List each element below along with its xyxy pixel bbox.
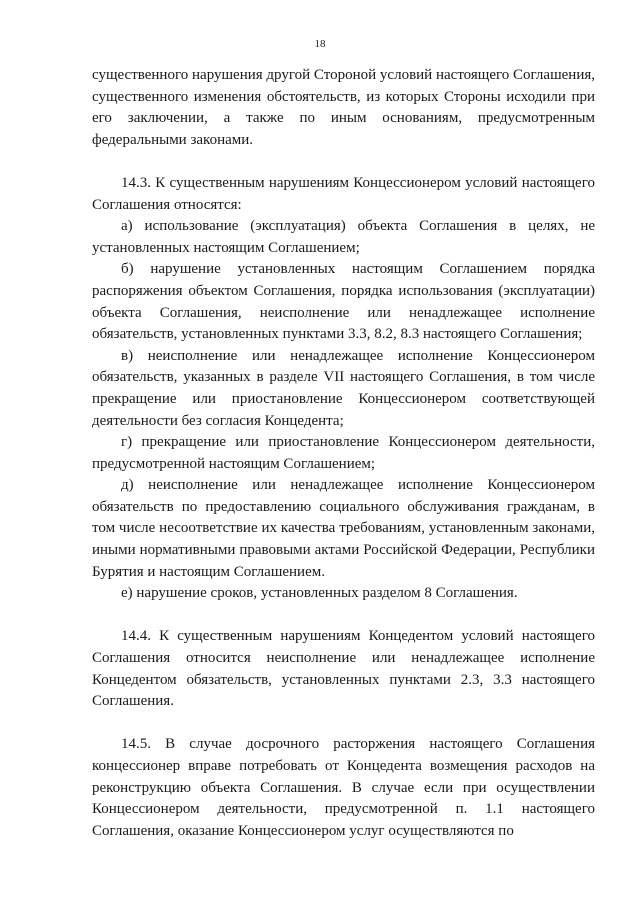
paragraph-14-4: 14.4. К существенным нарушениям Концедентом условий настоящего Соглашения относится неисполнение или ненадлежащее исполнение Концедентом обязательств, установленных пунктами 2.3, 3.3 настоящего Соглашения.	[92, 628, 595, 710]
paragraph-14-5: 14.5. В случае досрочного расторжения настоящего Соглашения концессионер вправе потребовать от Концедента возмещения расходов на реконструкцию объекта Соглашения. В случае если при осуществлении Концессионером деятельности, предусмотренной п. 1.1 настоящего Соглашения, оказание Концессионером услуг осуществляются по	[92, 736, 595, 839]
list-item-d: д) неисполнение или ненадлежащее исполнение Концессионером обязательств по предоставлению социального обслуживания гражданам, в том числе несоответствие их качества требованиям, установленным законами, иными нормативными правовыми актами Российской Федерации, Республики Бурятия и настоящим Соглашением.	[92, 477, 595, 580]
list-item-e: е) нарушение сроков, установленных разделом 8 Соглашения.	[121, 585, 518, 602]
list-item-a: а) использование (эксплуатация) объекта Соглашения в целях, не установленных настоящим Соглашением;	[92, 218, 595, 256]
page-number: 18	[314, 38, 326, 50]
paragraph-14-3: 14.3. К существенным нарушениям Концессионером условий настоящего Соглашения относятся:	[92, 174, 595, 213]
list-item-g: г) прекращение или приостановление Концессионером деятельности, предусмотренной настоящим Соглашением;	[92, 434, 595, 472]
paragraph-intro-continuation: существенного нарушения другой Стороной условий настоящего Соглашения, существенного изменения обстоятельств, из которых Стороны исходили при его заключении, а также по иным основаниям, предусмотренным федеральными законами.	[92, 67, 595, 148]
document-body	[92, 65, 595, 842]
list-item-b: б) нарушение установленных настоящим Соглашением порядка распоряжения объектом Соглашения, порядка использования (эксплуатации) объекта Соглашения, неисполнение или ненадлежащее исполнение обязательств, установленных пунктами 3.3, 8.2, 8.3 настоящего Соглашения;	[92, 261, 595, 343]
list-item-v: в) неисполнение или ненадлежащее исполнение Концессионером обязательств, указанных в разделе VII настоящего Соглашения, в том числе прекращение или приостановление Концессионером соответствующей деятельности без согласия Концедента;	[92, 347, 595, 429]
